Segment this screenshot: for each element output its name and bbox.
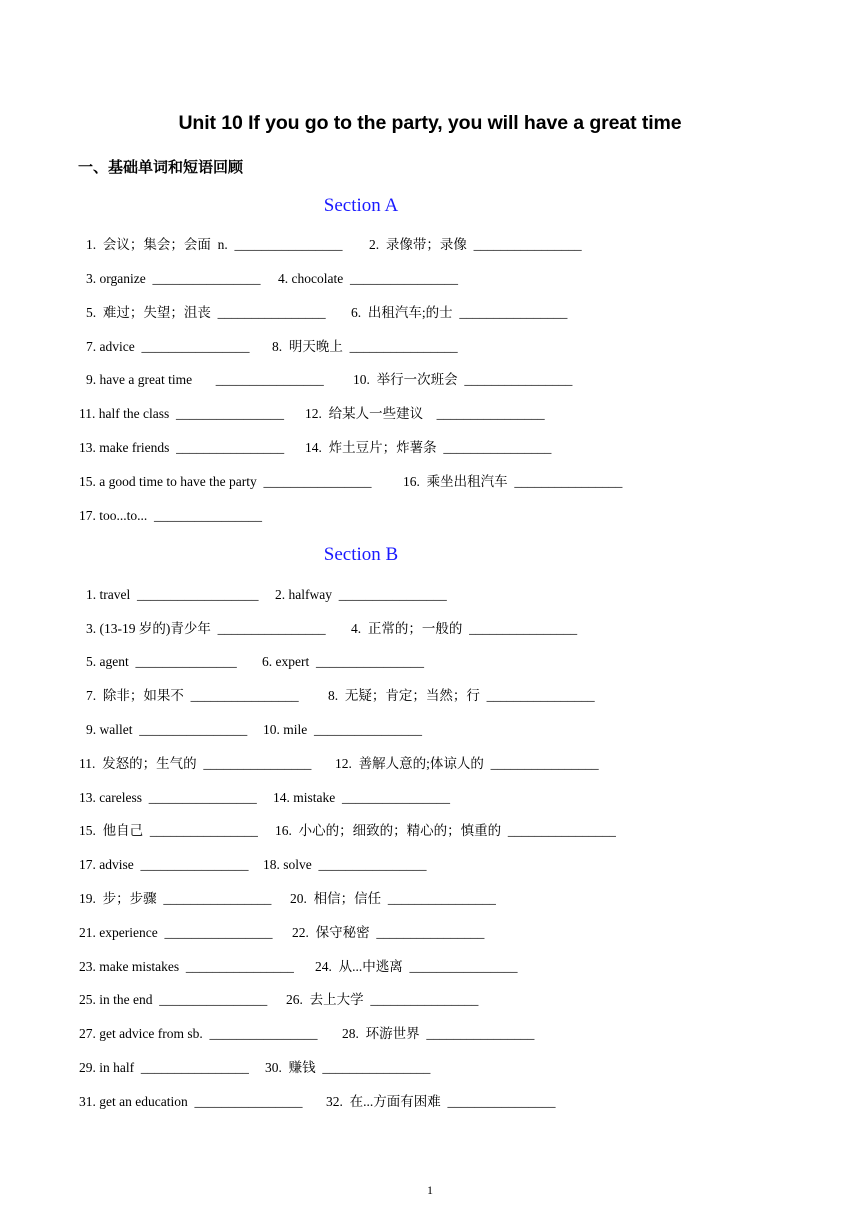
section-b-item-3[interactable]: 3. (13-19 岁的)青少年 ________________ <box>86 621 326 636</box>
section-a-item-10[interactable]: 10. 举行一次班会 ________________ <box>353 372 573 387</box>
section-b-item-16[interactable]: 16. 小心的；细致的；精心的；慎重的 ________________ <box>275 823 616 838</box>
section-a-line-4 <box>86 337 458 357</box>
section-b-item-26[interactable]: 26. 去上大学 ________________ <box>286 992 479 1007</box>
section-b-item-10[interactable]: 10. mile ________________ <box>263 722 422 737</box>
section-b-title: Section B <box>323 544 399 565</box>
section-b-item-9[interactable]: 9. wallet ________________ <box>86 722 248 737</box>
section-b-item-19[interactable]: 19. 步；步骤 ________________ <box>79 891 272 906</box>
section-b-line-13 <box>79 990 479 1010</box>
section-b-item-6[interactable]: 6. expert ________________ <box>262 654 424 669</box>
section-b-item-8[interactable]: 8. 无疑；肯定；当然；行 ________________ <box>328 688 595 703</box>
section-b-item-14[interactable]: 14. mistake ________________ <box>273 790 450 805</box>
section-b-item-32[interactable]: 32. 在...方面有困难 ________________ <box>326 1094 556 1109</box>
section-a-line-9 <box>79 506 262 526</box>
section-a-item-12[interactable]: 12. 给某人一些建议 ________________ <box>305 406 545 421</box>
section-a-item-11[interactable]: 11. half the class ________________ <box>79 406 284 421</box>
part-heading: 一、基础单词和短语回顾 <box>78 158 244 176</box>
section-b-item-30[interactable]: 30. 赚钱 ________________ <box>265 1060 431 1075</box>
section-b-item-28[interactable]: 28. 环游世界 ________________ <box>342 1026 535 1041</box>
section-b-item-29[interactable]: 29. in half ________________ <box>79 1060 249 1075</box>
section-b-line-15 <box>79 1058 431 1078</box>
section-b-item-2[interactable]: 2. halfway ________________ <box>275 587 447 602</box>
section-a-item-17[interactable]: 17. too...to... ________________ <box>79 508 263 523</box>
section-b-line-2 <box>86 619 578 639</box>
section-b-line-16 <box>79 1092 556 1112</box>
section-b-line-9 <box>79 855 427 875</box>
section-b-item-13[interactable]: 13. careless ________________ <box>79 790 257 805</box>
section-a-item-6[interactable]: 6. 出租汽车;的士 ________________ <box>351 305 568 320</box>
section-a-line-6 <box>79 404 545 424</box>
section-b-line-6 <box>79 754 599 774</box>
section-b-item-17[interactable]: 17. advise ________________ <box>79 857 249 872</box>
section-b-item-15[interactable]: 15. 他自己 ________________ <box>79 823 258 838</box>
section-b-line-14 <box>79 1024 535 1044</box>
section-b-line-1 <box>86 585 447 605</box>
section-b-item-21[interactable]: 21. experience ________________ <box>79 925 273 940</box>
section-b-item-4[interactable]: 4. 正常的；一般的 ________________ <box>351 621 578 636</box>
section-b-item-20[interactable]: 20. 相信；信任 ________________ <box>290 891 496 906</box>
section-a-line-7 <box>79 438 552 458</box>
page-number: 1 <box>427 1183 433 1197</box>
section-a-line-3 <box>86 303 568 323</box>
section-b-item-12[interactable]: 12. 善解人意的;体谅人的 ________________ <box>335 756 599 771</box>
section-a-item-4[interactable]: 4. chocolate ________________ <box>278 271 458 286</box>
section-b-item-18[interactable]: 18. solve ________________ <box>263 857 427 872</box>
section-b-item-31[interactable]: 31. get an education ________________ <box>79 1094 303 1109</box>
section-b-item-24[interactable]: 24. 从...中逃离 ________________ <box>315 959 518 974</box>
section-a-item-2[interactable]: 2. 录像带；录像 ________________ <box>369 237 582 252</box>
section-b-line-10 <box>79 889 496 909</box>
section-b-item-11[interactable]: 11. 发怒的；生气的 ________________ <box>79 756 312 771</box>
section-a-title: Section A <box>323 195 399 216</box>
page-title: Unit 10 If you go to the party, you will have a great time <box>178 112 682 134</box>
section-b-line-4 <box>86 686 595 706</box>
section-a-item-15[interactable]: 15. a good time to have the party ________________ <box>79 474 372 489</box>
section-a-item-14[interactable]: 14. 炸土豆片；炸薯条 ________________ <box>305 440 552 455</box>
section-a-item-13[interactable]: 13. make friends ________________ <box>79 440 285 455</box>
section-b-item-23[interactable]: 23. make mistakes ________________ <box>79 959 294 974</box>
section-b-line-12 <box>79 957 518 977</box>
section-a-item-7[interactable]: 7. advice ________________ <box>86 339 250 354</box>
section-b-item-25[interactable]: 25. in the end ________________ <box>79 992 268 1007</box>
section-b-item-1[interactable]: 1. travel __________________ <box>86 587 259 602</box>
section-a-item-1[interactable]: 1. 会议；集会；会面 n. ________________ <box>86 237 343 252</box>
section-a-item-8[interactable]: 8. 明天晚上 ________________ <box>272 339 458 354</box>
section-b-item-22[interactable]: 22. 保守秘密 ________________ <box>292 925 485 940</box>
section-b-item-27[interactable]: 27. get advice from sb. ________________ <box>79 1026 318 1041</box>
section-a-item-16[interactable]: 16. 乘坐出租汽车 ________________ <box>403 474 623 489</box>
section-b-item-7[interactable]: 7. 除非；如果不 ________________ <box>86 688 299 703</box>
section-b-line-8 <box>79 821 616 841</box>
section-b-line-5 <box>86 720 422 740</box>
section-b-line-11 <box>79 923 485 943</box>
section-b-item-5[interactable]: 5. agent _______________ <box>86 654 237 669</box>
section-a-item-5[interactable]: 5. 难过；失望；沮丧 ________________ <box>86 305 326 320</box>
section-a-line-2 <box>86 269 458 289</box>
section-b-line-7 <box>79 788 450 808</box>
section-b-line-3 <box>86 652 424 672</box>
section-a-item-9[interactable]: 9. have a great time ________________ <box>86 372 324 387</box>
section-a-line-8 <box>79 472 623 492</box>
section-a-line-5 <box>86 370 573 390</box>
section-a-line-1 <box>86 235 582 255</box>
section-a-item-3[interactable]: 3. organize ________________ <box>86 271 261 286</box>
